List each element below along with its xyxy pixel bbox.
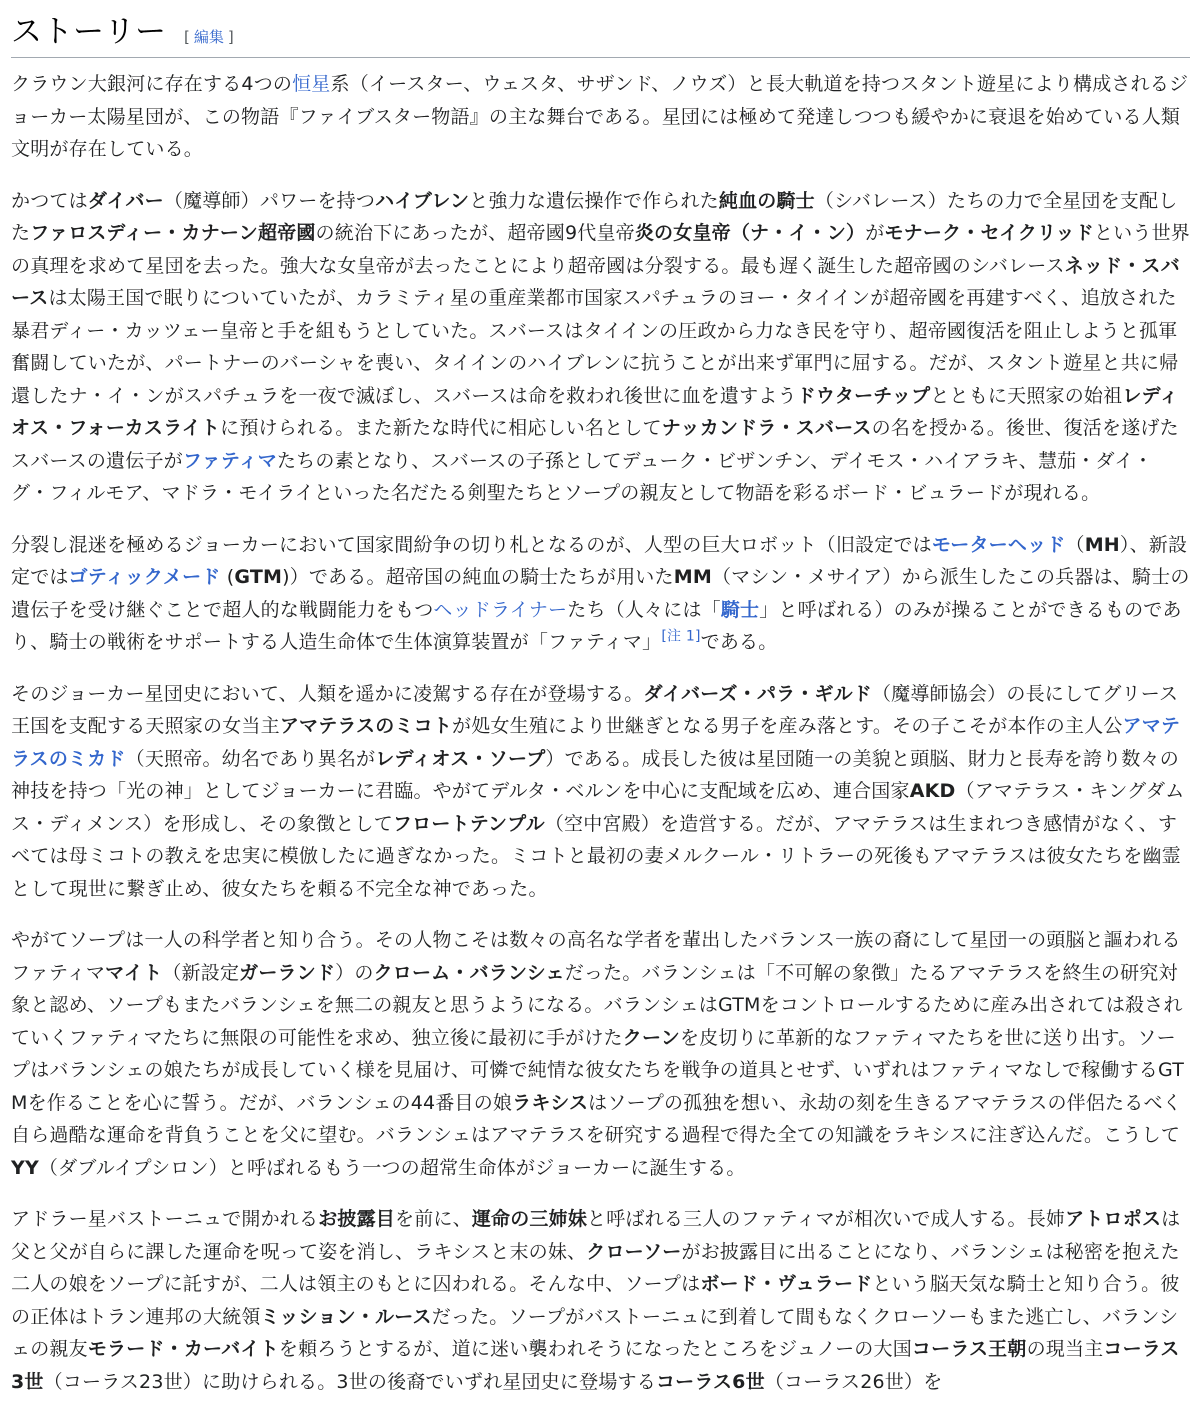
bold-term: モナーク・セイクリッド [884,222,1094,244]
text: ）、新設定では [11,533,1188,588]
bold-term: フロートテンプル [392,812,545,835]
edit-section [184,26,234,47]
text: （魔導師）パワーを持つ [163,189,376,212]
link-star[interactable]: 恒星 [292,73,331,95]
paragraph-4 [11,678,1190,906]
bold-term: YY [11,1156,39,1179]
bold-term: レディオス・フォーカスライト [11,384,1179,439]
bold-term: お披露目 [318,1208,396,1230]
bold-term: 運命の三姉妹 [471,1208,588,1230]
bold-term: MH [1084,533,1120,556]
edit-bracket-open: [ [184,28,190,46]
text: だった。バランシェは「不可解の象徴」たるアマテラスを終生の研究対象と認め、ソープもまたバランシェを無二の親友と思うようになる。バランシェはGTMをコントロールするために産み出されては殺されていくファティマたちに無限の可能性を求め、独立後に最初に手がけた [11,961,1183,1049]
bold-term: アトロポス [1065,1208,1162,1230]
text: （マシン・メサイア）から派生したこの兵器は、騎士の遺伝子を受け継ぐことで超人的な戦闘能力をもつ [11,566,1190,621]
bold-term: ハイブレン [375,189,470,212]
text: に預けられる。また新たな時代に相応しい名として [220,417,662,439]
bold-term: ファロスディー・カナーン超帝國 [30,222,316,244]
text: がお披露目に出ることになり、バランシェは秘密を抱えた二人の娘をソープに託すが、二人は領主のもとに囚われる。そんな中、ソープは [11,1240,1180,1295]
text: たちの素となり、スバースの子孫としてデューク・ビザンチン、デイモス・ハイアラキ、慧茄・ダイ・グ・フィルモア、マドラ・モイライといった名だたる剣聖たちとソープの親友として物語を彩るボード・ビュラードが現れる。 [11,449,1153,504]
section-title: ストーリー [11,14,166,50]
bold-term: ドウターチップ [796,384,931,407]
text: とともに天照家の始祖 [930,384,1123,407]
text: クラウン大銀河に存在する4つの [11,73,293,95]
text: )）である。超帝国の純血の騎士たちが用いた [282,566,674,588]
text: やがてソープは一人の科学者と知り合う。その人物こそは数々の高名な学者を輩出したバランス一族の裔にして星団一の頭脳と謳われるファティマ [11,929,1181,984]
bold-term: クーン [622,1026,680,1049]
paragraph-3 [11,529,1190,659]
text: を前に、 [395,1208,472,1230]
link-knight[interactable]: 騎士 [720,598,760,621]
bold-term: AKD [909,780,956,802]
text: たち（人々には「 [567,598,721,621]
link-amaterasu-mikado[interactable]: アマテラスのミカド [11,715,1181,770]
paragraph-1 [11,68,1190,166]
text: だった。ソープがバストーニュに到着して間もなくクローソーもまた逃亡し、バランシェの親友 [11,1305,1179,1360]
text: （コーラス23世）に助けられる。3世の後裔でいずれ星団史に登場する [43,1370,656,1393]
text: という世界の真理を求めて星団を去った。強大な女皇帝が去ったことにより超帝國は分裂する。最も遅く誕生した超帝國のシバレース [11,222,1190,277]
text: は太陽王国で眠りについていたが、カラミティ星の重産業都市国家スパチュラのヨー・タイインが超帝國を再建すべく、追放された暴君ディー・カッツェー皇帝と手を組もうとしていた。スバースはタイインの圧政から力なき民を守り、超帝國復活を阻止しようと孤軍奮闘していたが、パートナーのバーシャを喪い、タイインのハイブレンに抗うことが出来ず軍門に屈する。だが、スタント遊星と共に帰還したナ・イ・ンがスパチュラを一夜で滅ぼし、スバースは命を救われ後世に血を遺すよう [11,287,1179,407]
text: という脳天気な騎士と知り合う。彼の正体はトラン連邦の大統領 [11,1273,1180,1328]
text: と呼ばれる三人のファティマが相次いで成人する。長姉 [587,1208,1066,1230]
text: と強力な遺伝操作で作られた [469,189,719,212]
text: アドラー星バストーニュで開かれる [11,1208,319,1230]
text: （魔導師協会）の長にしてグリース王国を支配する天照家の女当主 [11,682,1179,737]
bold-term: コーラス3世 [11,1338,1180,1393]
bold-term: マイト [105,961,163,984]
footnote-ref [661,629,700,645]
bold-term: クローム・バランシェ [373,961,565,984]
bold-term: コーラス6世 [655,1370,765,1393]
bold-term: アマテラスのミコト [279,715,453,737]
text: （空中宮殿）を造営する。だが、アマテラスは生まれつき感情がなく、すべては母ミコトの教えを忠実に模倣したに過ぎなかった。ミコトと最初の妻メルクール・リトラーの死後もアマテラスは彼女たちを幽霊として現世に繋ぎ止め、彼女たちを頼る不完全な神であった。 [11,812,1181,900]
text: ）の [335,961,374,984]
text: （新設定 [162,961,240,984]
link-gothicmade[interactable]: ゴティックメード [68,566,221,588]
footnote-link[interactable]: [注 1] [661,628,701,645]
text: （ [1065,533,1085,556]
text: の現当主 [1026,1338,1104,1360]
link-headliner[interactable]: ヘッドライナー [433,598,568,621]
bold-term: ボード・ヴュラード [700,1273,873,1295]
edit-bracket-close: ] [227,28,234,46]
bold-term: コーラス王朝 [911,1338,1027,1360]
paragraph-6 [11,1203,1190,1398]
text: そのジョーカー星団史において、人類を遥かに凌駕する存在が登場する。 [11,682,644,705]
bold-term: レディオス・ソープ [375,747,546,770]
text: （シバレース）たちの力で全星団を支配した [11,189,1178,244]
edit-link[interactable]: 編集 [193,28,224,46]
bold-term: 純血の騎士 [718,189,815,212]
text: の名を授かる。後世、復活を遂げたスバースの遺伝子が [11,417,1179,472]
text: を頼ろうとするが、道に迷い襲われそうになったところをジュノーの大国 [278,1338,912,1360]
text: は父と父が自らに課した運命を呪って姿を消し、ラキシスと末の妹、 [11,1208,1181,1263]
text: が処女生殖により世継ぎとなる男子を産み落とす。その子こそが本作の主人公 [452,715,1123,737]
text: 」と呼ばれる）のみが操ることができるものであり、騎士の戦術をサポートする人造生命体で生体演算装置が「ファティマ」 [11,598,1182,653]
text: 系（イースター、ウェスタ、サザンド、ノウズ）と長大軌道を持つスタント遊星により構成されるジョーカー太陽星団が、この物語『ファイブスター物語』の主な舞台である。星団には極めて発達しつつも緩やかに衰退を始めている人類文明が存在している。 [11,73,1189,160]
bold-term: モラード・カーバイト [87,1338,279,1360]
text: である。 [700,631,778,653]
text: （天照帝。幼名であり異名が [125,747,376,770]
link-fatima[interactable]: ファティマ [182,449,277,472]
bold-term: クローソー [586,1240,682,1263]
bold-term: GTM [234,566,283,588]
text: ）である。成長した彼は星団随一の美貌と頭脳、財力と長寿を誇り数々の神技を持つ「光の神」としてジョーカーに君臨。やがてデルタ・ベルンを中心に支配域を広め、連合国家 [11,747,1179,802]
bold-term: 炎の女皇帝（ナ・イ・ン） [634,222,866,244]
bold-term: ネッド・スバース [11,254,1180,309]
text: はソープの孤独を想い、永劫の刻を生きるアマテラスの伴侶たるべく自ら過酷な運命を背負うことを父に望む。バランシェはアマテラスを研究する過程で得た全ての知識をラキシスに注ぎ込んだ。こうして [11,1091,1182,1146]
paragraph-2 [11,185,1190,510]
bold-term: ラキシス [512,1091,589,1114]
link-motorhead[interactable]: モーターヘッド [931,533,1066,556]
bold-term: ナッカンドラ・スバース [661,417,872,439]
text: の統治下にあったが、超帝國9代皇帝 [315,222,635,244]
bold-term: ダイバー [87,189,164,212]
text: （コーラス26世）を [764,1370,943,1393]
bold-term: ミッション・ルース [260,1305,432,1328]
text: ( [220,566,235,588]
bold-term: MM [673,566,712,588]
bold-term: ダイバーズ・パラ・ギルド [643,682,872,705]
text: 分裂し混迷を極めるジョーカーにおいて国家間紛争の切り札となるのが、人型の巨大ロボット（旧設定では [11,533,932,556]
paragraph-5 [11,924,1190,1184]
text: を皮切りに革新的なファティマたちを世に送り出す。ソープはバランシェの娘たちが成長していく様を見届け、可憐で純情な彼女たちを戦争の道具とせず、いずれはファティマなしで稼働するGTMを作ることを心に誓う。だが、バランシェの44番目の娘 [11,1026,1185,1114]
text: かつては [11,189,88,212]
bold-term: ガーランド [239,961,336,984]
text: （ダブルイプシロン）と呼ばれるもう一つの超常生命体がジョーカーに誕生する。 [38,1156,746,1179]
section-heading [11,0,1190,58]
text: が [865,222,885,244]
text: （アマテラス・キングダムス・ディメンス）を形成し、その象徴として [11,780,1185,835]
